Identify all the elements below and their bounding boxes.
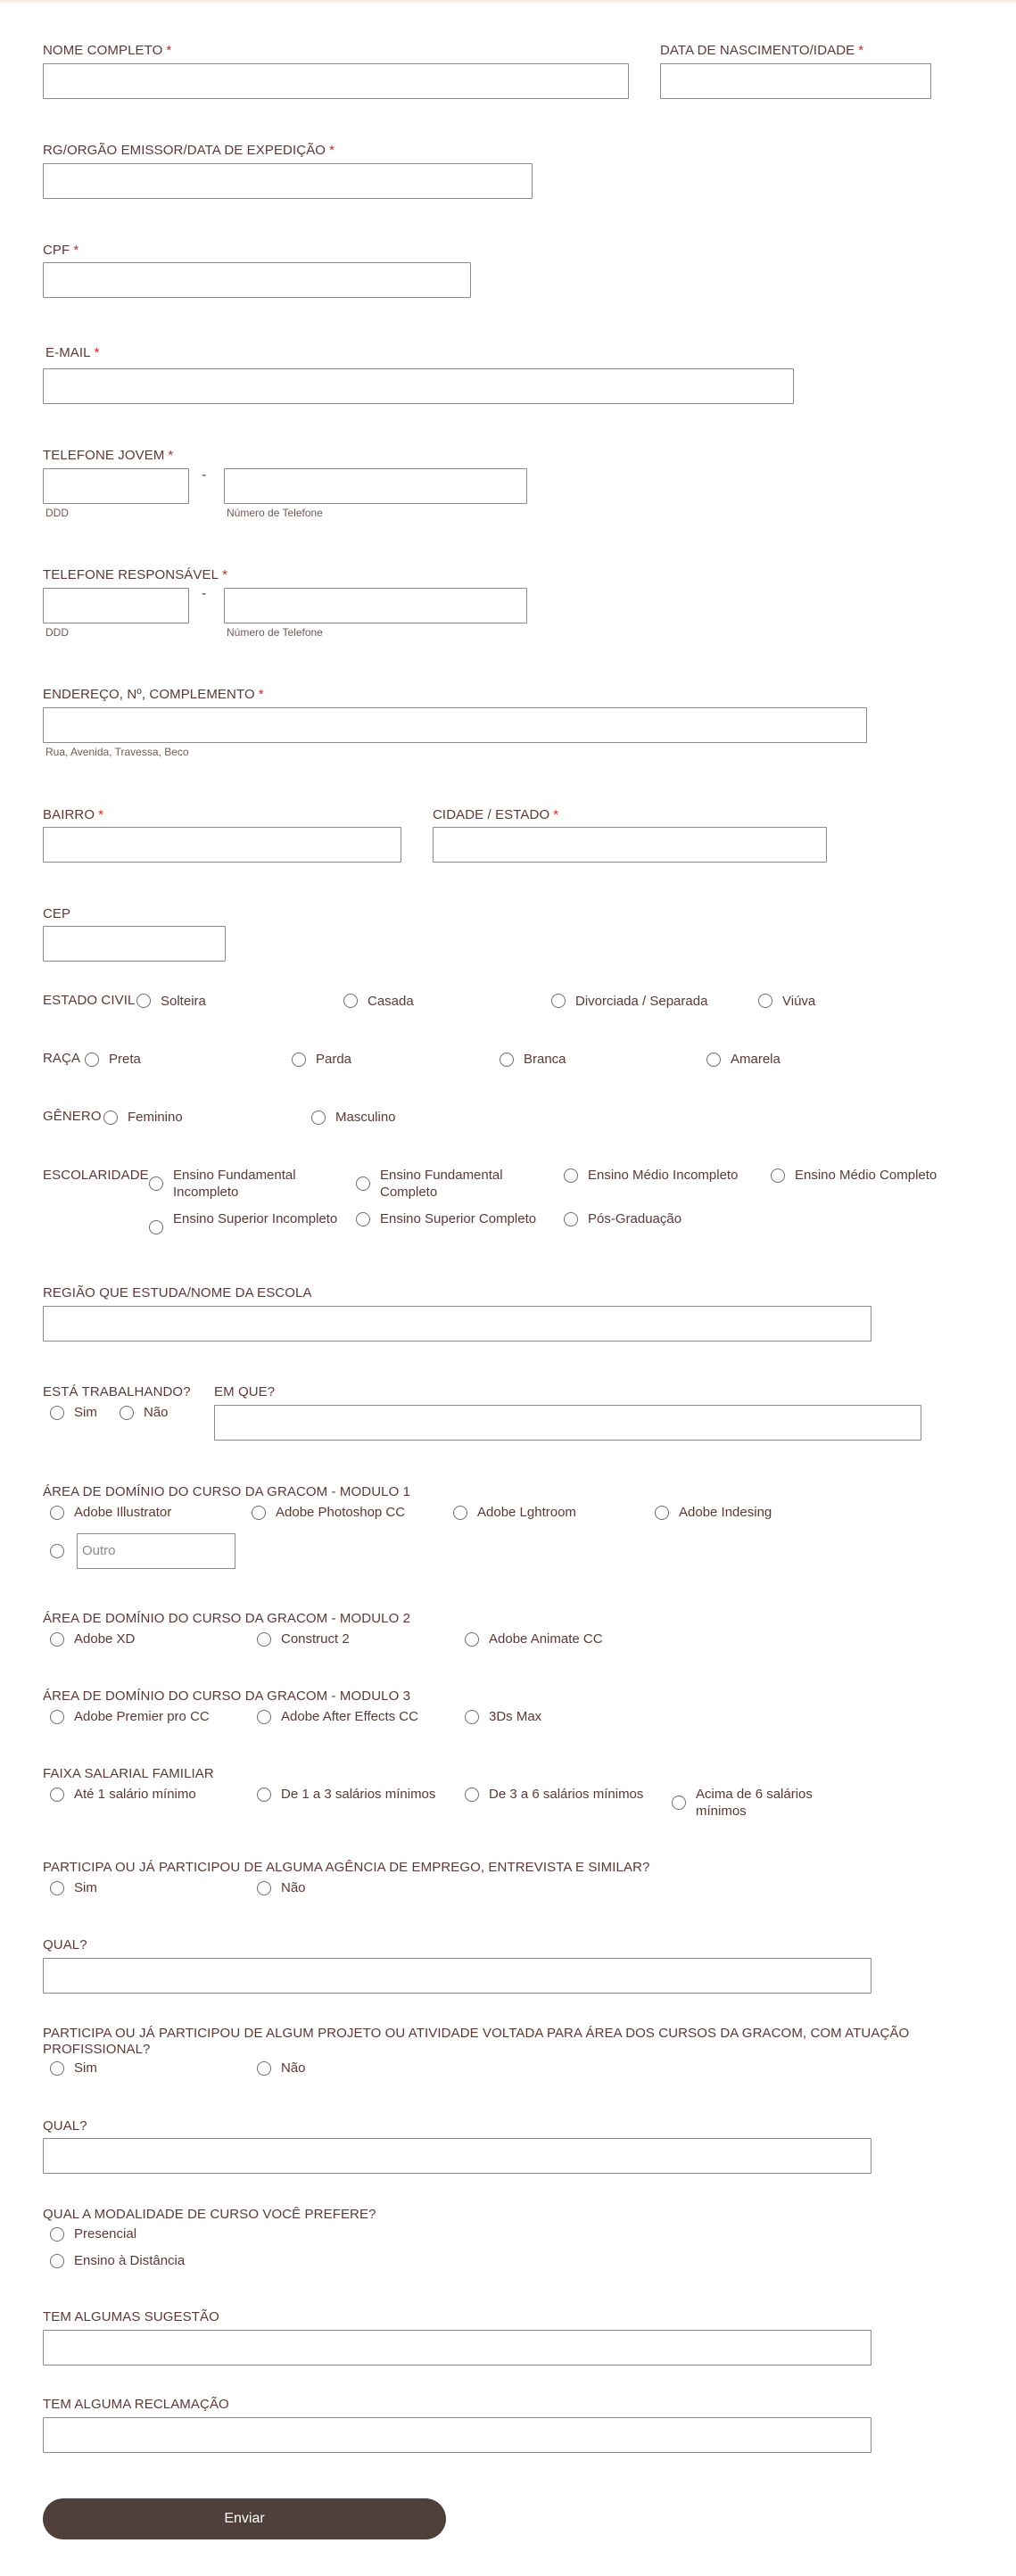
- escolaridade-option[interactable]: Ensino Fundamental Incompleto: [173, 1168, 296, 1200]
- nascimento-label: DATA DE NASCIMENTO/IDADE *: [660, 43, 864, 58]
- rg-label: RG/ORGÃO EMISSOR/DATA DE EXPEDIÇÃO *: [43, 143, 335, 158]
- estado-civil-radio[interactable]: [551, 994, 566, 1008]
- raca-option[interactable]: Branca: [524, 1052, 566, 1067]
- modalidade-option[interactable]: Ensino à Distância: [74, 2253, 186, 2268]
- faixa-radio[interactable]: [50, 1788, 64, 1802]
- agencia-radio[interactable]: [257, 1881, 271, 1895]
- modulo3-label: ÁREA DE DOMÍNIO DO CURSO DA GRACOM - MODULO 3: [43, 1688, 411, 1704]
- sugestao-label: TEM ALGUMAS SUGESTÃO: [43, 2309, 219, 2324]
- modalidade-radio[interactable]: [50, 2254, 64, 2268]
- tel-resp-label: TELEFONE RESPONSÁVEL *: [43, 567, 227, 582]
- submit-button[interactable]: Enviar: [43, 2498, 446, 2539]
- faixa-option[interactable]: De 1 a 3 salários mínimos: [281, 1787, 436, 1802]
- cpf-label: CPF *: [43, 243, 79, 258]
- endereco-input[interactable]: [43, 707, 867, 743]
- raca-radio[interactable]: [500, 1053, 514, 1067]
- tel-resp-number-input[interactable]: [224, 588, 527, 623]
- bairro-input[interactable]: [43, 827, 401, 863]
- escolaridade-option[interactable]: Pós-Graduação: [588, 1211, 682, 1226]
- cidade-label: CIDADE / ESTADO *: [433, 807, 559, 822]
- genero-option[interactable]: Feminino: [128, 1110, 183, 1125]
- agencia-option[interactable]: Não: [281, 1880, 306, 1895]
- escolaridade-option[interactable]: Ensino Superior Completo: [380, 1211, 537, 1226]
- modulo1-option[interactable]: Adobe Lghtroom: [477, 1505, 576, 1520]
- regiao-input[interactable]: [43, 1306, 871, 1342]
- raca-option[interactable]: Parda: [316, 1052, 352, 1067]
- escolaridade-option[interactable]: Ensino Médio Completo: [795, 1168, 938, 1183]
- raca-option[interactable]: Preta: [109, 1052, 141, 1067]
- modulo3-radio[interactable]: [50, 1710, 64, 1724]
- tel-resp-ddd-input[interactable]: [43, 588, 189, 623]
- estado-civil-option[interactable]: Casada: [368, 994, 414, 1009]
- regiao-label: REGIÃO QUE ESTUDA/NOME DA ESCOLA: [43, 1285, 312, 1300]
- em-que-input[interactable]: [214, 1405, 921, 1441]
- sugestao-input[interactable]: [43, 2330, 871, 2365]
- nascimento-input[interactable]: [660, 63, 931, 99]
- escolaridade-radio[interactable]: [771, 1168, 785, 1183]
- modulo1-other-input[interactable]: Outro: [77, 1533, 235, 1569]
- projeto-option[interactable]: Sim: [74, 2060, 97, 2076]
- tel-jovem-number-sublabel: Número de Telefone: [227, 507, 323, 519]
- bairro-label: BAIRRO *: [43, 807, 104, 822]
- nome-input[interactable]: [43, 63, 629, 99]
- modulo2-label: ÁREA DE DOMÍNIO DO CURSO DA GRACOM - MODULO 2: [43, 1611, 411, 1626]
- escolaridade-radio[interactable]: [564, 1168, 578, 1183]
- nome-label: NOME COMPLETO *: [43, 43, 172, 58]
- trabalhando-radio[interactable]: [120, 1406, 134, 1420]
- tel-jovem-ddd-input[interactable]: [43, 468, 189, 504]
- tel-jovem-separator: -: [202, 467, 207, 483]
- modulo3-radio[interactable]: [257, 1710, 271, 1724]
- qual2-input[interactable]: [43, 2138, 871, 2174]
- modulo3-option[interactable]: Adobe After Effects CC: [281, 1709, 418, 1724]
- qual1-input[interactable]: [43, 1958, 871, 1994]
- raca-option[interactable]: Amarela: [731, 1052, 781, 1067]
- faixa-radio[interactable]: [465, 1788, 479, 1802]
- escolaridade-option[interactable]: Ensino Superior Incompleto: [173, 1211, 338, 1226]
- estado-civil-option[interactable]: Solteira: [161, 994, 206, 1009]
- modulo1-option[interactable]: Adobe Photoshop CC: [276, 1505, 406, 1520]
- modulo1-other-radio[interactable]: [50, 1544, 64, 1558]
- trabalhando-radio[interactable]: [50, 1406, 64, 1420]
- cidade-input[interactable]: [433, 827, 827, 863]
- estado-civil-radio[interactable]: [758, 994, 772, 1008]
- cep-label: CEP: [43, 906, 71, 921]
- modulo2-radio[interactable]: [465, 1632, 479, 1647]
- estado-civil-label: ESTADO CIVIL: [43, 993, 136, 1008]
- modulo3-radio[interactable]: [465, 1710, 479, 1724]
- raca-label: RAÇA: [43, 1051, 81, 1066]
- modulo1-radio[interactable]: [252, 1506, 266, 1520]
- raca-radio[interactable]: [292, 1053, 306, 1067]
- faixa-radio[interactable]: [257, 1788, 271, 1802]
- modulo1-option[interactable]: Adobe Indesing: [679, 1505, 772, 1520]
- em-que-label: EM QUE?: [214, 1384, 276, 1399]
- genero-label: GÊNERO: [43, 1109, 102, 1124]
- modalidade-label: QUAL A MODALIDADE DE CURSO VOCÊ PREFERE?: [43, 2207, 376, 2222]
- projeto-option[interactable]: Não: [281, 2060, 306, 2076]
- modulo1-radio[interactable]: [453, 1506, 467, 1520]
- escolaridade-option[interactable]: Ensino Médio Incompleto: [588, 1168, 739, 1183]
- qual1-label: QUAL?: [43, 1937, 87, 1953]
- modulo2-option[interactable]: Construct 2: [281, 1631, 350, 1647]
- tel-resp-separator: -: [202, 586, 207, 601]
- faixa-option[interactable]: Acima de 6 salários mínimos: [696, 1787, 813, 1819]
- modulo2-radio[interactable]: [50, 1632, 64, 1647]
- tel-resp-number-sublabel: Número de Telefone: [227, 626, 323, 639]
- cep-input[interactable]: [43, 926, 226, 962]
- estado-civil-radio[interactable]: [343, 994, 358, 1008]
- modulo3-option[interactable]: 3Ds Max: [489, 1709, 542, 1724]
- raca-radio[interactable]: [85, 1053, 99, 1067]
- modulo1-label: ÁREA DE DOMÍNIO DO CURSO DA GRACOM - MODULO 1: [43, 1484, 411, 1499]
- endereco-label: ENDEREÇO, Nº, COMPLEMENTO *: [43, 687, 264, 702]
- reclamacao-input[interactable]: [43, 2417, 871, 2453]
- modulo2-radio[interactable]: [257, 1632, 271, 1647]
- email-input[interactable]: [43, 368, 794, 404]
- genero-radio[interactable]: [103, 1110, 118, 1125]
- projeto-radio[interactable]: [257, 2061, 271, 2076]
- faixa-label: FAIXA SALARIAL FAMILIAR: [43, 1766, 214, 1781]
- projeto-label: PARTICIPA OU JÁ PARTICIPOU DE ALGUM PROJETO OU ATIVIDADE VOLTADA PARA ÁREA DOS CURSOS DA GRACOM, COM ATUAÇÃO PROFISSIONAL?: [43, 2026, 910, 2057]
- tel-resp-ddd-sublabel: DDD: [45, 626, 69, 639]
- modalidade-option[interactable]: Presencial: [74, 2226, 137, 2242]
- estado-civil-option[interactable]: Divorciada / Separada: [575, 994, 708, 1009]
- faixa-radio[interactable]: [672, 1796, 686, 1810]
- trabalhando-label: ESTÁ TRABALHANDO?: [43, 1384, 191, 1399]
- escolaridade-radio[interactable]: [356, 1212, 370, 1226]
- raca-radio[interactable]: [706, 1053, 721, 1067]
- tel-jovem-label: TELEFONE JOVEM *: [43, 448, 174, 463]
- cpf-input[interactable]: [43, 262, 471, 298]
- qual2-label: QUAL?: [43, 2118, 87, 2134]
- modulo2-option[interactable]: Adobe XD: [74, 1631, 136, 1647]
- rg-input[interactable]: [43, 163, 533, 199]
- trabalhando-option[interactable]: Não: [144, 1405, 169, 1420]
- modulo1-radio[interactable]: [655, 1506, 669, 1520]
- endereco-sublabel: Rua, Avenida, Travessa, Beco: [45, 746, 189, 758]
- modulo1-option[interactable]: Adobe Illustrator: [74, 1505, 172, 1520]
- escolaridade-radio[interactable]: [356, 1177, 370, 1191]
- escolaridade-radio[interactable]: [149, 1177, 163, 1191]
- estado-civil-radio[interactable]: [136, 994, 151, 1008]
- escolaridade-radio[interactable]: [564, 1212, 578, 1226]
- agencia-label: PARTICIPA OU JÁ PARTICIPOU DE ALGUMA AGÊNCIA DE EMPREGO, ENTREVISTA E SIMILAR?: [43, 1860, 650, 1875]
- faixa-option[interactable]: De 3 a 6 salários mínimos: [489, 1787, 644, 1802]
- genero-radio[interactable]: [311, 1110, 326, 1125]
- modulo3-option[interactable]: Adobe Premier pro CC: [74, 1709, 210, 1724]
- modalidade-radio[interactable]: [50, 2227, 64, 2242]
- escolaridade-radio[interactable]: [149, 1220, 163, 1234]
- estado-civil-option[interactable]: Viúva: [782, 994, 816, 1009]
- modulo2-option[interactable]: Adobe Animate CC: [489, 1631, 603, 1647]
- escolaridade-option[interactable]: Ensino Fundamental Completo: [380, 1168, 503, 1200]
- agencia-option[interactable]: Sim: [74, 1880, 97, 1895]
- projeto-radio[interactable]: [50, 2061, 64, 2076]
- escolaridade-label: ESCOLARIDADE: [43, 1168, 149, 1183]
- tel-jovem-ddd-sublabel: DDD: [45, 507, 69, 519]
- faixa-option[interactable]: Até 1 salário mínimo: [74, 1787, 196, 1802]
- tel-jovem-number-input[interactable]: [224, 468, 527, 504]
- trabalhando-option[interactable]: Sim: [74, 1405, 97, 1420]
- email-label: E-MAIL *: [45, 345, 100, 360]
- top-accent-line: [0, 0, 1016, 3]
- agencia-radio[interactable]: [50, 1881, 64, 1895]
- reclamacao-label: TEM ALGUMA RECLAMAÇÃO: [43, 2397, 229, 2412]
- modulo1-radio[interactable]: [50, 1506, 64, 1520]
- genero-option[interactable]: Masculino: [335, 1110, 396, 1125]
